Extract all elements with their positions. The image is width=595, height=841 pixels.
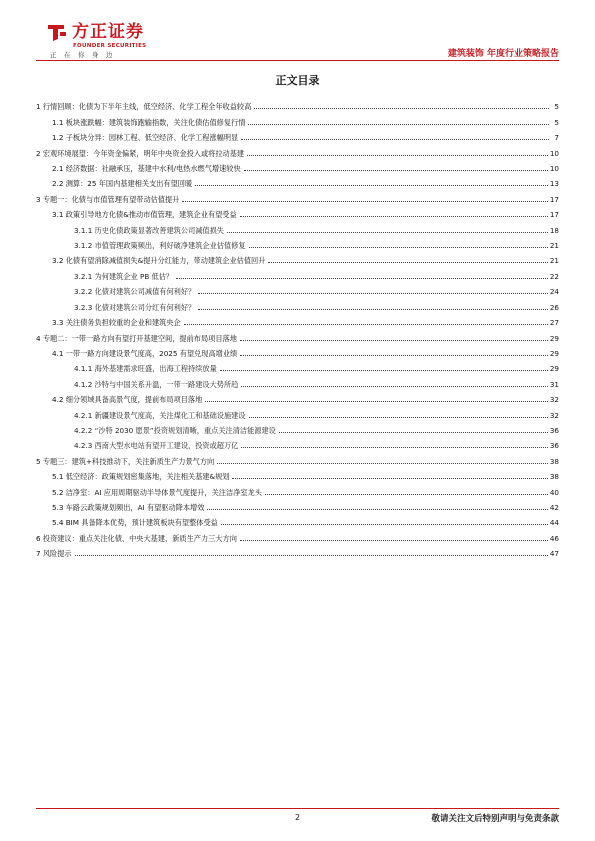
toc-leader-dots [249, 417, 548, 418]
toc-entry[interactable] [36, 158, 559, 173]
toc-leader-dots [220, 370, 548, 371]
toc-entry-label: 3.1 政策引导地方化债&推动市值管理，建筑企业有望受益 [52, 210, 237, 220]
toc-leader-dots [244, 170, 548, 171]
slogan: 正在你身边 [50, 51, 120, 59]
toc-entry-page: 18 [549, 225, 559, 235]
toc-entry[interactable] [36, 543, 559, 558]
toc-entry-page: 10 [549, 148, 559, 158]
toc-entry-label: 2.2 测算：25 年国内基建相关支出有望回暖 [52, 179, 193, 189]
toc-entry[interactable] [36, 204, 559, 219]
toc-entry-page: 5 [554, 117, 559, 127]
toc-entry[interactable] [36, 420, 559, 435]
toc-entry-label: 5.3 车路云政策规划频出，AI 有望驱动降本增效 [52, 502, 205, 512]
toc-entry-label: 3.2.1 为何建筑企业 PB 低估？ [74, 271, 174, 281]
toc-entry-page: 29 [549, 348, 559, 358]
toc-leader-dots [184, 324, 548, 325]
toc-entry-page: 31 [549, 379, 559, 389]
toc-entry-label: 3.3 关注债务负担较重的企业和建筑央企 [52, 318, 181, 328]
toc-entry-page: 21 [549, 256, 559, 266]
toc-entry-page: 42 [549, 502, 559, 512]
toc-entry-label: 4.1.2 沙特与中国关系升温，一带一路建设大势所趋 [74, 379, 239, 389]
toc-entry-page: 13 [549, 179, 559, 189]
logo-english-text: FOUNDER SECURITIES [73, 43, 147, 49]
toc-entry-label: 2.1 经济数据：社融承压，基建中水利/电热水燃气增速较快 [52, 164, 241, 174]
toc-entry-label: 3 专题一：化债与市值管理有望带动估值提升 [36, 194, 180, 204]
toc-entry-label: 4 专题二：一带一路方向有望打开基建空间，提前布局项目落地 [36, 333, 237, 343]
toc-leader-dots [75, 555, 548, 556]
toc-entry-label: 1 行情回顾：化债为下半年主线，低空经济、化学工程全年收益较高 [36, 102, 252, 112]
toc-leader-dots [241, 386, 548, 387]
toc-entry[interactable] [36, 265, 559, 280]
toc-entry[interactable] [36, 450, 559, 465]
toc-entry-label: 3.2 化债有望消除减值损失&提升分红能力，带动建筑企业估值回升 [52, 256, 266, 266]
toc-entry-label: 4.2.1 新疆建设景气度高，关注煤化工和基础设施建设 [74, 410, 246, 420]
toc-entry-page: 29 [549, 333, 559, 343]
toc-entry-page: 26 [549, 302, 559, 312]
toc-entry-page: 24 [549, 287, 559, 297]
toc-entry-page: 38 [549, 456, 559, 466]
toc-entry-label: 3.1.1 历史化债政策显著改善建筑公司减值损失 [74, 225, 224, 235]
toc-entry-label: 5.4 BIM 具备降本优势，预计建筑板块有望整体受益 [52, 518, 218, 528]
toc-leader-dots [207, 509, 547, 510]
toc-entry-page: 32 [549, 410, 559, 420]
toc-entry[interactable] [36, 219, 559, 234]
page-header [0, 0, 595, 60]
toc-entry-page: 44 [549, 518, 559, 528]
toc-leader-dots [249, 247, 548, 248]
toc-leader-dots [241, 447, 548, 448]
page-number: 2 [294, 813, 301, 822]
header-divider [36, 60, 559, 61]
toc-leader-dots [232, 478, 547, 479]
toc-entry-label: 4.1.1 海外基建需求旺盛，出海工程持续放量 [74, 364, 217, 374]
toc-entry[interactable] [36, 250, 559, 265]
toc-entry-label: 5.2 洁净室：AI 应用周期驱动半导体景气度提升，关注洁净室龙头 [52, 487, 262, 497]
toc-entry-label: 3.1.2 市值管理政策频出，利好破净建筑企业估值修复 [74, 241, 246, 251]
toc-entry-page: 29 [549, 364, 559, 374]
footer-divider [36, 808, 559, 809]
toc-leader-dots [217, 463, 548, 464]
toc-entry-label: 4.2.3 西南大型水电站有望开工建设，投资或超万亿 [74, 441, 239, 451]
toc-entry[interactable] [36, 497, 559, 512]
toc-leader-dots [247, 155, 548, 156]
toc-leader-dots [248, 124, 549, 125]
toc-entry[interactable] [36, 111, 559, 126]
toc-entry-label: 7 风险提示 [36, 549, 72, 559]
toc-entry-page: 47 [549, 549, 559, 559]
toc-leader-dots [182, 201, 547, 202]
toc-entry[interactable] [36, 312, 559, 327]
toc-entry-label: 1.2 子板块分异：园林工程、低空经济、化学工程涨幅明显 [52, 133, 239, 143]
toc-entry-label: 4.2.2 “沙特 2030 愿景”投资规划清晰，重点关注清洁能源建设 [74, 425, 276, 435]
toc-entry-page: 32 [549, 395, 559, 405]
toc-entry[interactable] [36, 235, 559, 250]
toc-leader-dots [205, 401, 548, 402]
toc-leader-dots [227, 232, 548, 233]
toc-entry-page: 36 [549, 425, 559, 435]
disclaimer-note: 敬请关注文后特别声明与免责条款 [431, 814, 559, 824]
toc-entry[interactable] [36, 96, 559, 111]
toc-entry[interactable] [36, 466, 559, 481]
toc-leader-dots [279, 432, 548, 433]
toc-entry[interactable] [36, 281, 559, 296]
toc-entry-label: 3.2.3 化债对建筑公司分红有何利好？ [74, 302, 196, 312]
toc-leader-dots [254, 108, 549, 109]
toc-entry[interactable] [36, 173, 559, 188]
toc-leader-dots [221, 524, 548, 525]
toc-entry-page: 40 [549, 487, 559, 497]
toc-entry-page: 21 [549, 241, 559, 251]
toc-leader-dots [268, 262, 547, 263]
toc-entry-label: 4.1 一带一路方向建设景气度高，2025 有望兑现高增业绩 [52, 348, 238, 358]
toc-entry-label: 5 专题三：建筑+科技推动下，关注新质生产力景气方向 [36, 456, 215, 466]
table-of-contents [36, 96, 559, 558]
toc-leader-dots [240, 540, 548, 541]
toc-entry-page: 17 [549, 210, 559, 220]
toc-entry-label: 2 宏观环境展望：今年资金偏紧，明年中央资金投入或将拉动基建 [36, 148, 245, 158]
toc-entry[interactable] [36, 373, 559, 388]
toc-leader-dots [176, 278, 548, 279]
toc-entry[interactable] [36, 481, 559, 496]
toc-entry-page: 46 [549, 533, 559, 543]
toc-entry[interactable] [36, 188, 559, 203]
toc-entry-label: 1.1 板块涨跌幅：建筑装饰跑输指数，关注化债估值修复行情 [52, 117, 246, 127]
toc-entry[interactable] [36, 512, 559, 527]
toc-leader-dots [241, 139, 549, 140]
report-title: 建筑装饰 年度行业策略报告 [447, 49, 559, 59]
toc-title: 正文目录 [275, 74, 320, 87]
toc-entry-page: 5 [554, 102, 559, 112]
toc-entry-page: 27 [549, 318, 559, 328]
toc-entry[interactable] [36, 358, 559, 373]
toc-entry[interactable] [36, 327, 559, 342]
logo-chinese-text: 方正证券 [72, 22, 144, 42]
toc-entry[interactable] [36, 404, 559, 419]
toc-entry-label: 6 投资建议：重点关注化债、中央大基建、新质生产力三大方向 [36, 533, 237, 543]
toc-entry-label: 4.2 细分领域具备高景气度，提前布局项目落地 [52, 395, 203, 405]
toc-leader-dots [198, 309, 548, 310]
toc-entry[interactable] [36, 127, 559, 142]
toc-entry-page: 10 [549, 164, 559, 174]
toc-entry[interactable] [36, 142, 559, 157]
toc-entry-page: 22 [549, 271, 559, 281]
toc-entry-page: 36 [549, 441, 559, 451]
toc-entry[interactable] [36, 435, 559, 450]
toc-leader-dots [265, 494, 548, 495]
toc-leader-dots [195, 185, 548, 186]
toc-entry-page: 38 [549, 472, 559, 482]
toc-entry[interactable] [36, 527, 559, 542]
toc-entry[interactable] [36, 389, 559, 404]
founder-logo-icon [46, 22, 68, 42]
toc-leader-dots [198, 293, 548, 294]
toc-entry-label: 5.1 低空经济：政策规划密集落地，关注相关基建&规划 [52, 472, 230, 482]
toc-entry-label: 3.2.2 化债对建筑公司减值有何利好？ [74, 287, 196, 297]
toc-entry[interactable] [36, 296, 559, 311]
toc-entry-page: 17 [549, 194, 559, 204]
toc-leader-dots [240, 216, 548, 217]
toc-entry-page: 7 [554, 133, 559, 143]
toc-leader-dots [240, 355, 548, 356]
toc-leader-dots [240, 340, 548, 341]
toc-entry[interactable] [36, 343, 559, 358]
